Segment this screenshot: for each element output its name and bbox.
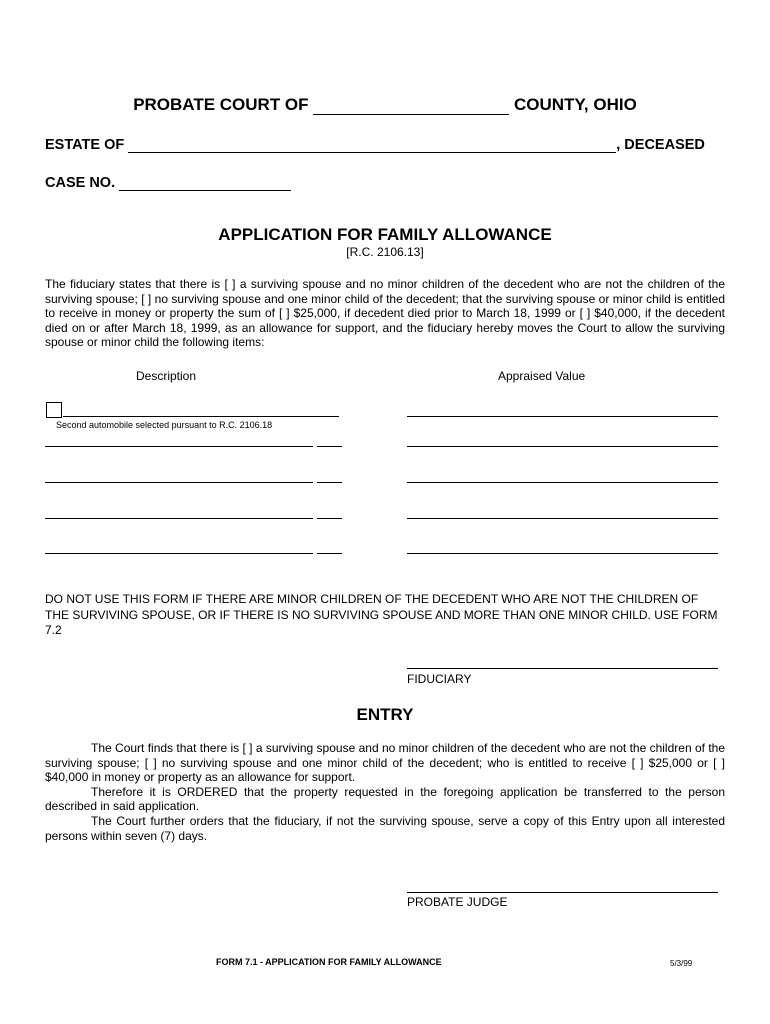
- estate-suffix: , DECEASED: [616, 137, 705, 153]
- application-text: The fiduciary states that there is [ ] a surviving spouse and no minor children of the decedent who are not the children of the surviving spouse; [ ] no surviving spouse and one minor child of the decedent; that the surviving spouse or minor child is entitled to receive in money or property the sum of [ ] $25,000, if decedent died prior to March 18, 1999 or [ ] $40,000, if the decedent died on or after March 18, 1999, as an allowance for support, and the fiduciary hereby moves the Court to allow the surviving spouse or minor child the following items:: [45, 277, 725, 350]
- footer-form-title: FORM 7.1 - APPLICATION FOR FAMILY ALLOWANCE: [216, 957, 442, 967]
- description-short-line-2[interactable]: [317, 446, 342, 447]
- entry-heading: ENTRY: [356, 705, 414, 724]
- case-line: [45, 172, 291, 191]
- county-input[interactable]: [313, 96, 509, 115]
- judge-signature-line[interactable]: [407, 892, 718, 893]
- description-line-2[interactable]: [45, 446, 313, 447]
- estate-prefix: ESTATE OF: [45, 137, 125, 153]
- court-header: [0, 95, 770, 115]
- fiduciary-signature-line[interactable]: [407, 668, 718, 669]
- estate-line: [45, 134, 725, 153]
- entry-order: Therefore it is ORDERED that the property requested in the foregoing application be transferred to the person described in said application.: [45, 784, 725, 814]
- entry-paragraphs: [45, 741, 725, 843]
- fiduciary-label: FIDUCIARY: [407, 672, 472, 686]
- statute-reference: [R.C. 2106.13]: [346, 245, 424, 259]
- description-line-3[interactable]: [45, 482, 313, 483]
- description-header: Description: [136, 369, 197, 383]
- estate-name-input[interactable]: [128, 134, 616, 153]
- value-line-1[interactable]: [407, 416, 718, 417]
- description-line-4[interactable]: [45, 518, 313, 519]
- description-line-5[interactable]: [45, 553, 313, 554]
- warning-notice: [45, 592, 725, 639]
- application-paragraph: [45, 277, 725, 350]
- value-line-3[interactable]: [407, 482, 718, 483]
- form-title: APPLICATION FOR FAMILY ALLOWANCE: [218, 225, 552, 244]
- court-prefix: PROBATE COURT OF: [133, 95, 309, 114]
- case-number-input[interactable]: [119, 172, 291, 191]
- value-line-2[interactable]: [407, 446, 718, 447]
- description-short-line-3[interactable]: [317, 482, 342, 483]
- description-short-line-5[interactable]: [317, 553, 342, 554]
- entry-findings: The Court finds that there is [ ] a surviving spouse and no minor children of the decedent who are not the children of the surviving spouse; [ ] no surviving spouse and one minor child of the decedent; who is entitled to receive [ ] $25,000 or [ ] $40,000 in money or property as an allowance for support.: [45, 741, 725, 785]
- case-label: CASE NO.: [45, 175, 116, 191]
- description-short-line-4[interactable]: [317, 518, 342, 519]
- value-line-5[interactable]: [407, 553, 718, 554]
- appraised-value-header: Appraised Value: [498, 369, 586, 383]
- second-automobile-checkbox[interactable]: [46, 402, 62, 418]
- probate-judge-label: PROBATE JUDGE: [407, 895, 508, 909]
- automobile-note: Second automobile selected pursuant to R.C. 2106.18: [56, 420, 273, 430]
- description-line-1[interactable]: [63, 416, 339, 417]
- court-suffix: COUNTY, OHIO: [514, 95, 637, 114]
- warning-text: DO NOT USE THIS FORM IF THERE ARE MINOR CHILDREN OF THE DECEDENT WHO ARE NOT THE CHILDREN OF THE SURVIVING SPOUSE, OR IF THERE IS NO SURVIVING SPOUSE AND MORE THAN ONE MINOR CHILD. USE FORM 7.2: [45, 592, 718, 637]
- value-line-4[interactable]: [407, 518, 718, 519]
- entry-service-order: The Court further orders that the fiduciary, if not the surviving spouse, serve a copy of this Entry upon all interested persons within seven (7) days.: [45, 813, 725, 843]
- footer-date: 5/3/99: [670, 959, 693, 968]
